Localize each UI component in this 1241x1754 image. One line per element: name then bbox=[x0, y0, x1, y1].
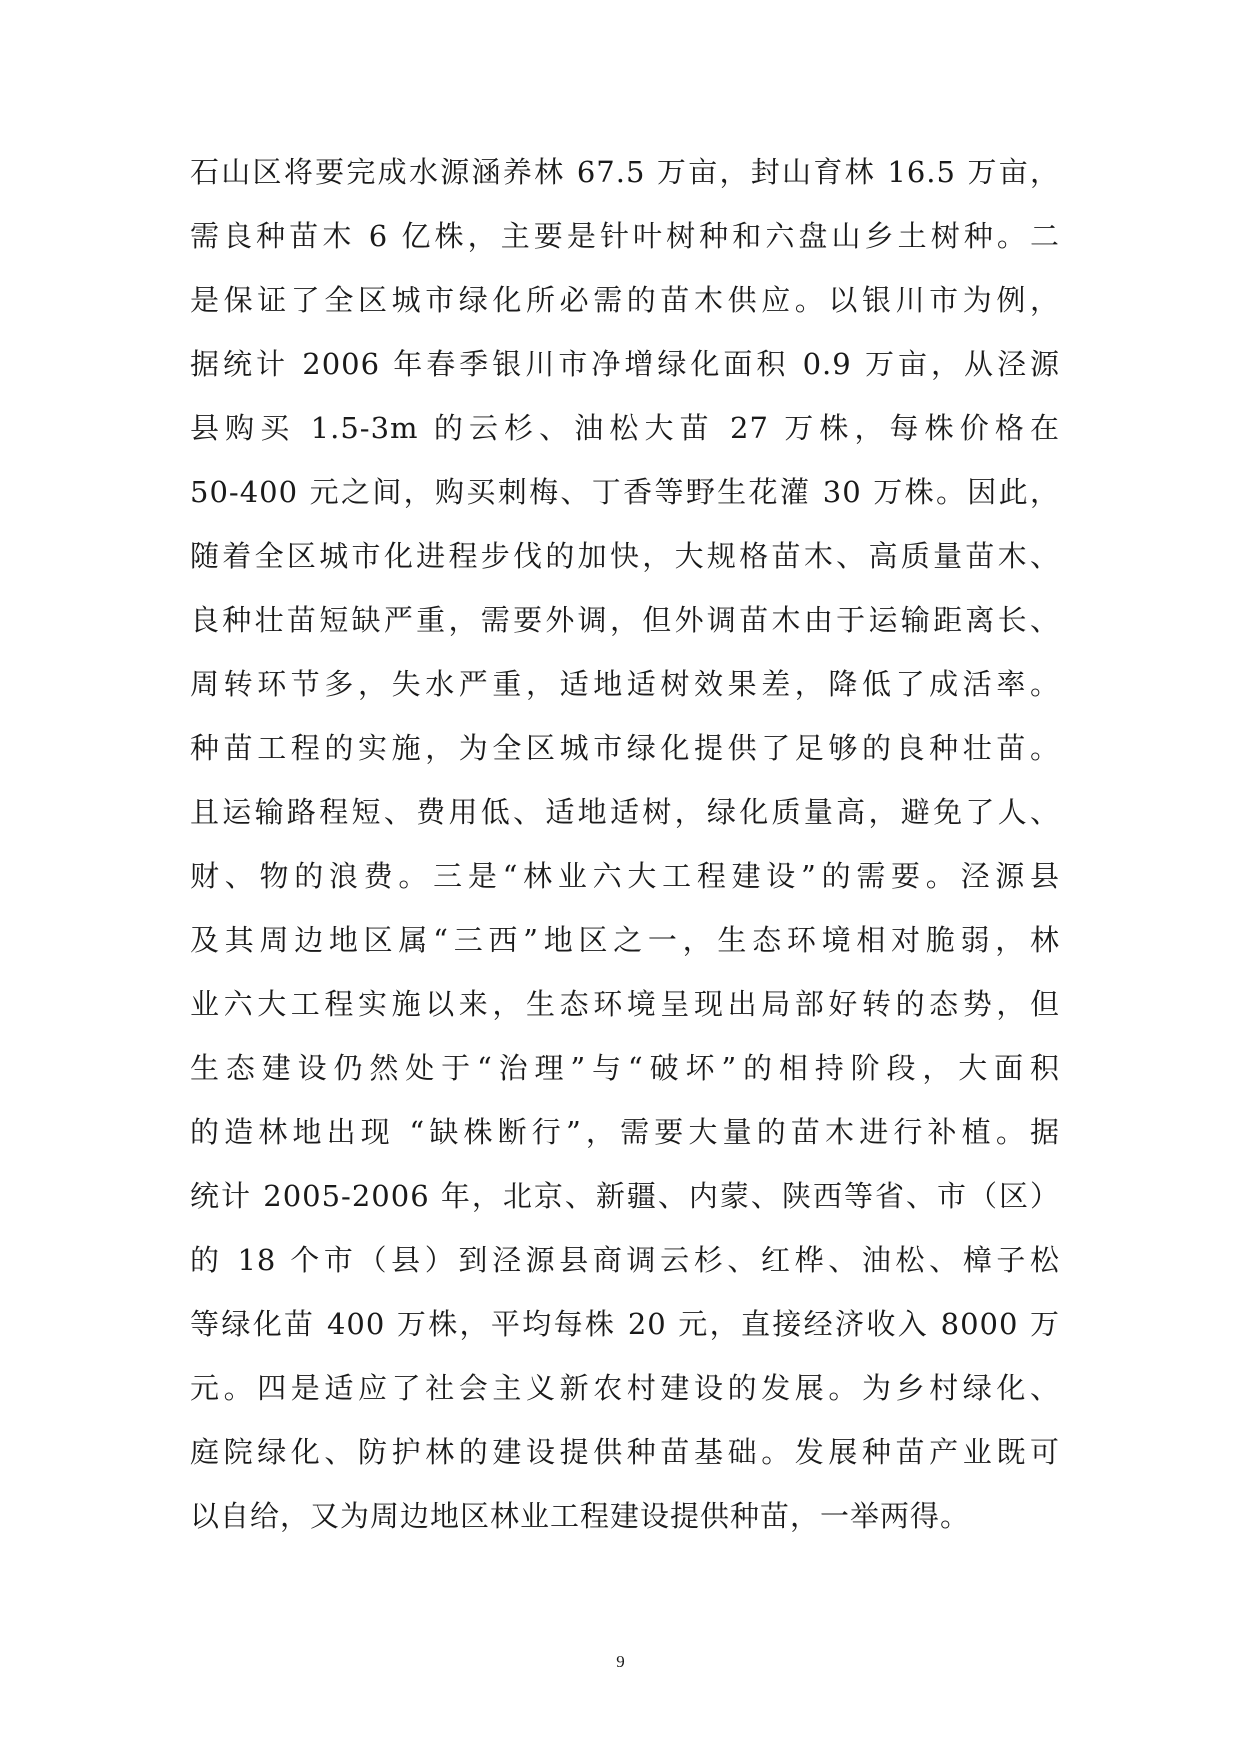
text-line: 等绿化苗 400 万株，平均每株 20 元，直接经济收入 8000 万 bbox=[190, 1307, 1060, 1341]
text-line: 以自给，又为周边地区林业工程建设提供种苗，一举两得。 bbox=[190, 1499, 971, 1533]
text-line: 石山区将要完成水源涵养林 67.5 万亩，封山育林 16.5 万亩， bbox=[190, 155, 1060, 189]
page-number: 9 bbox=[616, 1652, 625, 1671]
text-line: 良种壮苗短缺严重，需要外调，但外调苗木由于运输距离长、 bbox=[190, 603, 1060, 637]
text-line: 统计 2005-2006 年，北京、新疆、内蒙、陕西等省、市（区） bbox=[190, 1179, 1060, 1213]
text-line: 业六大工程实施以来，生态环境呈现出局部好转的态势，但 bbox=[190, 987, 1060, 1021]
text-line: 元。四是适应了社会主义新农村建设的发展。为乡村绿化、 bbox=[190, 1371, 1060, 1405]
text-line: 庭院绿化、防护林的建设提供种苗基础。发展种苗产业既可 bbox=[190, 1435, 1060, 1469]
text-line: 的造林地出现 “缺株断行”，需要大量的苗木进行补植。据 bbox=[190, 1115, 1060, 1149]
body-text bbox=[190, 140, 1060, 1548]
text-line: 需良种苗木 6 亿株，主要是针叶树种和六盘山乡土树种。二 bbox=[190, 219, 1060, 253]
text-line: 随着全区城市化进程步伐的加快，大规格苗木、高质量苗木、 bbox=[190, 539, 1060, 573]
text-line: 县购买 1.5-3m 的云杉、油松大苗 27 万株，每株价格在 bbox=[190, 411, 1060, 445]
text-line: 生态建设仍然处于“治理”与“破坏”的相持阶段，大面积 bbox=[190, 1051, 1060, 1085]
text-line: 种苗工程的实施，为全区城市绿化提供了足够的良种壮苗。 bbox=[190, 731, 1060, 765]
text-line: 及其周边地区属“三西”地区之一，生态环境相对脆弱，林 bbox=[190, 923, 1060, 957]
text-line: 50-400 元之间，购买刺梅、丁香等野生花灌 30 万株。因此， bbox=[190, 475, 1060, 509]
text-line: 财、物的浪费。三是“林业六大工程建设”的需要。泾源县 bbox=[190, 859, 1060, 893]
text-line: 周转环节多，失水严重，适地适树效果差，降低了成活率。 bbox=[190, 667, 1060, 701]
text-line: 的 18 个市（县）到泾源县商调云杉、红桦、油松、樟子松 bbox=[190, 1243, 1060, 1277]
text-line: 据统计 2006 年春季银川市净增绿化面积 0.9 万亩，从泾源 bbox=[190, 347, 1060, 381]
text-line: 且运输路程短、费用低、适地适树，绿化质量高，避免了人、 bbox=[190, 795, 1060, 829]
text-line: 是保证了全区城市绿化所必需的苗木供应。以银川市为例， bbox=[190, 283, 1060, 317]
